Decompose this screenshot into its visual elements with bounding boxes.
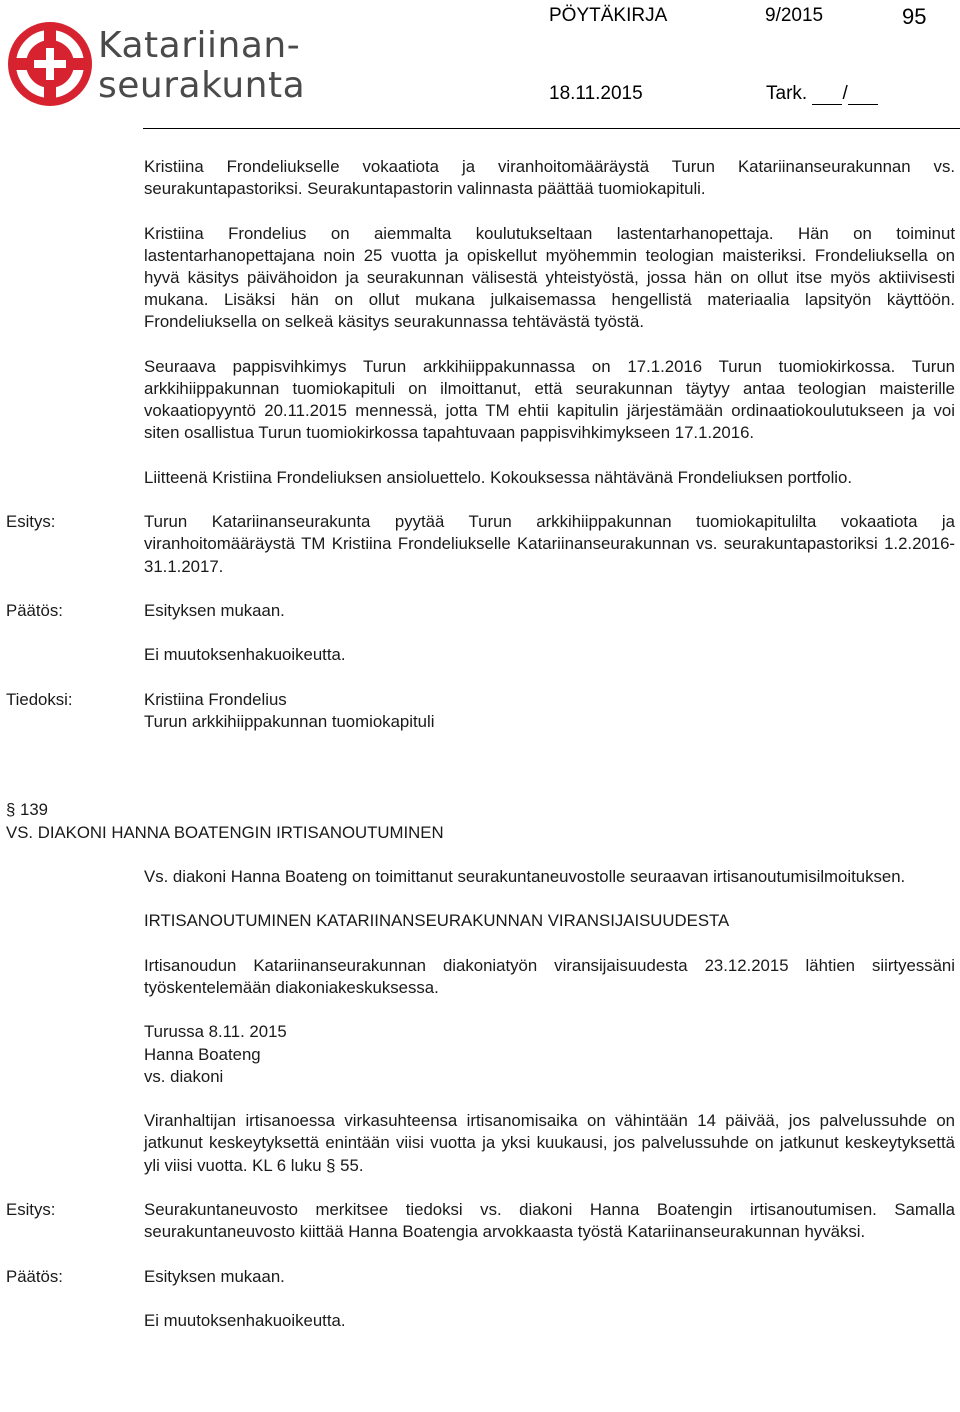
notice-heading: IRTISANOUTUMINEN KATARIINANSEURAKUNNAN VIRANSIJAISUUDESTA bbox=[144, 911, 730, 931]
sec138-decision bbox=[6, 600, 955, 622]
organization-logo bbox=[8, 22, 306, 106]
logo-wordmark bbox=[98, 26, 305, 106]
sec138-intro: Kristiina Frondeliukselle vokaatiota ja viranhoitomääräystä Turun Katariinanseurakunnan vs. seurakuntapastoriksi. Seurakuntapastorin valinnasta päättää tuomiokapituli. bbox=[144, 157, 955, 199]
checked-blank-2 bbox=[848, 86, 878, 105]
signature-name: Hanna Boateng bbox=[144, 1044, 261, 1064]
sec138-attachment: Liitteenä Kristiina Frondeliuksen ansioluettelo. Kokouksessa nähtävänä Frondeliuksen portfolio. bbox=[144, 467, 853, 487]
header-divider bbox=[143, 128, 960, 129]
sec138-appeal: Ei muutoksenhakuoikeutta. bbox=[144, 645, 346, 665]
notify-label: Tiedoksi: bbox=[6, 689, 73, 709]
church-cross-emblem-icon bbox=[8, 22, 92, 106]
section-title: VS. DIAKONI HANNA BOATENGIN IRTISANOUTUMINEN bbox=[6, 822, 444, 842]
notify-recipient-1: Kristiina Frondelius bbox=[144, 689, 287, 709]
checked-field bbox=[766, 83, 878, 105]
document-number: 9/2015 bbox=[765, 5, 824, 26]
logo-line-2: seurakunta bbox=[98, 65, 306, 106]
checked-label: Tark. bbox=[766, 83, 808, 104]
notice-signature bbox=[144, 1021, 955, 1088]
proposal-text: Seurakuntaneuvosto merkitsee tiedoksi vs. diakoni Hanna Boatengin irtisanoutumisen. Samalla seurakuntaneuvosto kiittää Hanna Boatengia arvokkaasta työstä Katariinanseurakunnan hyväksi. bbox=[144, 1199, 955, 1242]
decision-label: Päätös: bbox=[6, 600, 63, 620]
sec139-proposal bbox=[6, 1199, 955, 1243]
decision-text: Esityksen mukaan. bbox=[144, 1266, 285, 1286]
notice-body: Irtisanoudun Katariinanseurakunnan diakoniatyön viransijaisuudesta 23.12.2015 lähtien siirtyessäni työskentelemään diakoniakeskuksessa. bbox=[144, 955, 955, 997]
sec139-law: Viranhaltijan irtisanoessa virkasuhteensa irtisanomisaika on vähintään 14 päivää, jos palvelussuhde on jatkunut keskeytyksettä enintään viisi vuotta ja yksi kuukausi, jos palvelussuhde on jatkunut keskeytyksettä yli viisi vuotta. KL 6 luku § 55. bbox=[144, 1111, 955, 1175]
sec139-decision bbox=[6, 1266, 955, 1288]
proposal-label: Esitys: bbox=[6, 512, 56, 532]
minutes-body bbox=[0, 156, 960, 1354]
proposal-text: Turun Katariinanseurakunta pyytää Turun arkkihiippakunnan tuomiokapitulilta vokaatiota ja viranhoitomääräystä TM Kristiina Frondeliukselle Katariinanseurakunnan vs. seurakuntapastoriksi 1.2.2016-31.1.2017. bbox=[144, 512, 955, 576]
document-type: PÖYTÄKIRJA bbox=[549, 5, 668, 26]
decision-text: Esityksen mukaan. bbox=[144, 600, 285, 620]
sec139-intro: Vs. diakoni Hanna Boateng on toimittanut seurakuntaneuvostolle seuraavan irtisanoutumisilmoituksen. bbox=[144, 866, 906, 886]
decision-label: Päätös: bbox=[6, 1266, 63, 1286]
signature-title: vs. diakoni bbox=[144, 1066, 224, 1086]
sec138-proposal bbox=[6, 511, 955, 578]
sec139-appeal: Ei muutoksenhakuoikeutta. bbox=[144, 1310, 346, 1330]
sec138-notify bbox=[6, 689, 955, 733]
meeting-date: 18.11.2015 bbox=[549, 83, 643, 104]
section-number: § 139 bbox=[6, 800, 48, 820]
notify-recipient-2: Turun arkkihiippakunnan tuomiokapituli bbox=[144, 711, 435, 731]
proposal-label: Esitys: bbox=[6, 1199, 56, 1219]
page-number: 95 bbox=[902, 4, 927, 29]
signature-place-date: Turussa 8.11. 2015 bbox=[144, 1022, 287, 1042]
logo-line-1: Katariinan- bbox=[98, 25, 301, 66]
sec138-ordination: Seuraava pappisvihkimys Turun arkkihiippakunnassa on 17.1.2016 Turun tuomiokirkossa. Turun arkkihiippakunnan tuomiokapituli on ilmoittanut, että seurakunnan täytyy antaa teologian maisterille vokaatiopyyntö 20.11.2015 mennessä, jotta TM ehtii kapitulin järjestämään ordinaatiokoulutukseen ja voi siten osallistua Turun tuomiokirkossa tapahtuvaan pappisvihkimykseen 17.1.2016. bbox=[144, 356, 955, 443]
sec138-bio: Kristiina Frondelius on aiemmalta koulutukseltaan lastentarhanopettaja. Hän on toiminut lastentarhanopettajana noin 25 vuotta ja opiskellut myöhemmin teologian maisteriksi. Frondeliuksella on hyvä käsitys päivähoidon ja seurakunnan välisestä yhteistyöstä, jossa hän on ollut itse myös aktiivisesti mukana. Lisäksi hän on ollut mukana julkaisemassa hengellistä materiaalia lapsityön käyttöön. Frondeliuksella on selkeä käsitys seurakunnassa tehtävästä työstä. bbox=[144, 223, 955, 332]
checked-blank-1 bbox=[812, 86, 842, 105]
checked-separator: / bbox=[842, 83, 848, 104]
